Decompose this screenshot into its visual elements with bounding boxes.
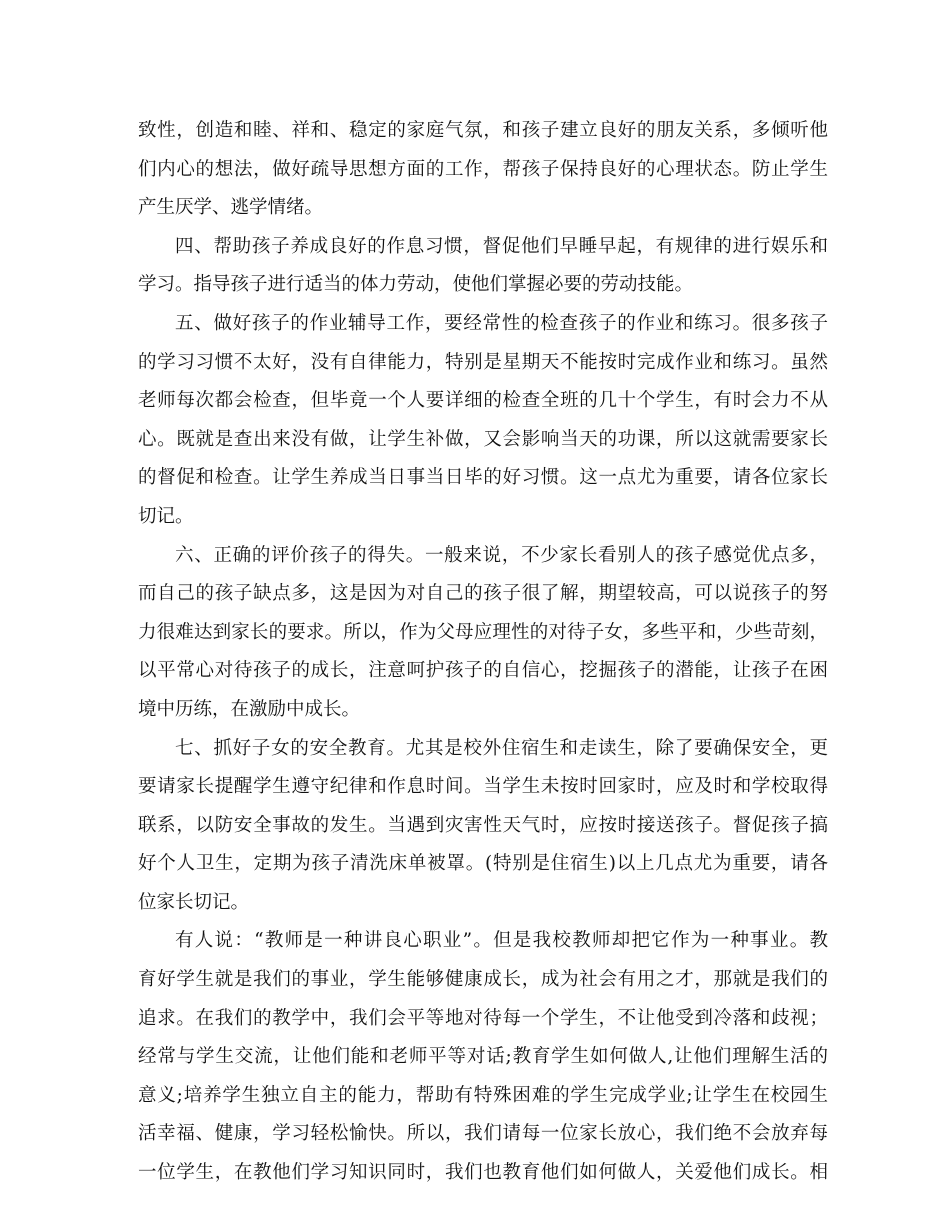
text-line: 经常与学生交流，让他们能和老师平等对话;教育学生如何做人,让他们理解生活的 [138,1046,828,1068]
text-line: 而自己的孩子缺点多，这是因为对自己的孩子很了解，期望较高，可以说孩子的努 [138,583,828,605]
body-text [138,112,828,1193]
text-line: 位家长切记。 [138,891,250,913]
text-line: 致性，创造和睦、祥和、稳定的家庭气氛，和孩子建立良好的朋友关系，多倾听他 [138,120,828,141]
text-line: 的学习习惯不太好，没有自律能力，特别是星期天不能按时完成作业和练习。虽然 [138,351,828,373]
text-line: 产生厌学、逃学情绪。 [138,197,324,219]
text-line: 切记。 [138,505,194,527]
text-line: 活幸福、健康，学习轻松愉快。所以，我们请每一位家长放心，我们绝不会放弃每 [138,1123,828,1145]
text-line: 有人说：“教师是一种讲良心职业”。但是我校教师却把它作为一种事业。教 [175,930,828,952]
text-line: 的督促和检查。让学生养成当日事当日毕的好习惯。这一点尤为重要，请各位家长 [138,467,828,489]
text-line: 力很难达到家长的要求。所以，作为父母应理性的对待子女，多些平和，少些苛刻， [138,621,828,643]
text-line: 追求。在我们的教学中，我们会平等地对待每一个学生，不让他受到冷落和歧视； [138,1007,828,1029]
text-line: 六、正确的评价孩子的得失。一般来说，不少家长看别人的孩子感觉优点多， [175,544,828,566]
text-line: 老师每次都会检查，但毕竟一个人要详细的检查全班的几十个学生，有时会力不从 [138,390,828,412]
text-line: 育好学生就是我们的事业，学生能够健康成长，成为社会有用之才，那就是我们的 [138,969,828,991]
text-line: 以平常心对待孩子的成长，注意呵护孩子的自信心，挖掘孩子的潜能，让孩子在困 [138,660,828,682]
text-line: 境中历练，在激励中成长。 [138,698,361,720]
text-line: 联系，以防安全事故的发生。当遇到灾害性天气时，应按时接送孩子。督促孩子搞 [138,814,828,836]
text-line: 五、做好孩子的作业辅导工作，要经常性的检查孩子的作业和练习。很多孩子 [175,312,828,334]
text-line: 学习。指导孩子进行适当的体力劳动，使他们掌握必要的劳动技能。 [138,274,694,296]
text-line: 要请家长提醒学生遵守纪律和作息时间。当学生未按时回家时，应及时和学校取得 [138,776,828,798]
text-line: 七、抓好子女的安全教育。尤其是校外住宿生和走读生，除了要确保安全，更 [175,737,828,759]
text-line: 一位学生，在教他们学习知识同时，我们也教育他们如何做人，关爱他们成长。相 [138,1162,828,1184]
text-line: 心。既就是查出来没有做，让学生补做，又会影响当天的功课，所以这就需要家长 [138,428,828,450]
text-line: 们内心的想法，做好疏导思想方面的工作，帮孩子保持良好的心理状态。防止学生 [138,158,828,180]
text-line: 四、帮助孩子养成良好的作息习惯，督促他们早睡早起，有规律的进行娱乐和 [175,235,828,257]
text-line: 意义;培养学生独立自主的能力，帮助有特殊困难的学生完成学业;让学生在校园生 [138,1084,828,1106]
text-line: 好个人卫生，定期为孩子清洗床单被罩。(特别是住宿生)以上几点尤为重要，请各 [138,853,828,875]
